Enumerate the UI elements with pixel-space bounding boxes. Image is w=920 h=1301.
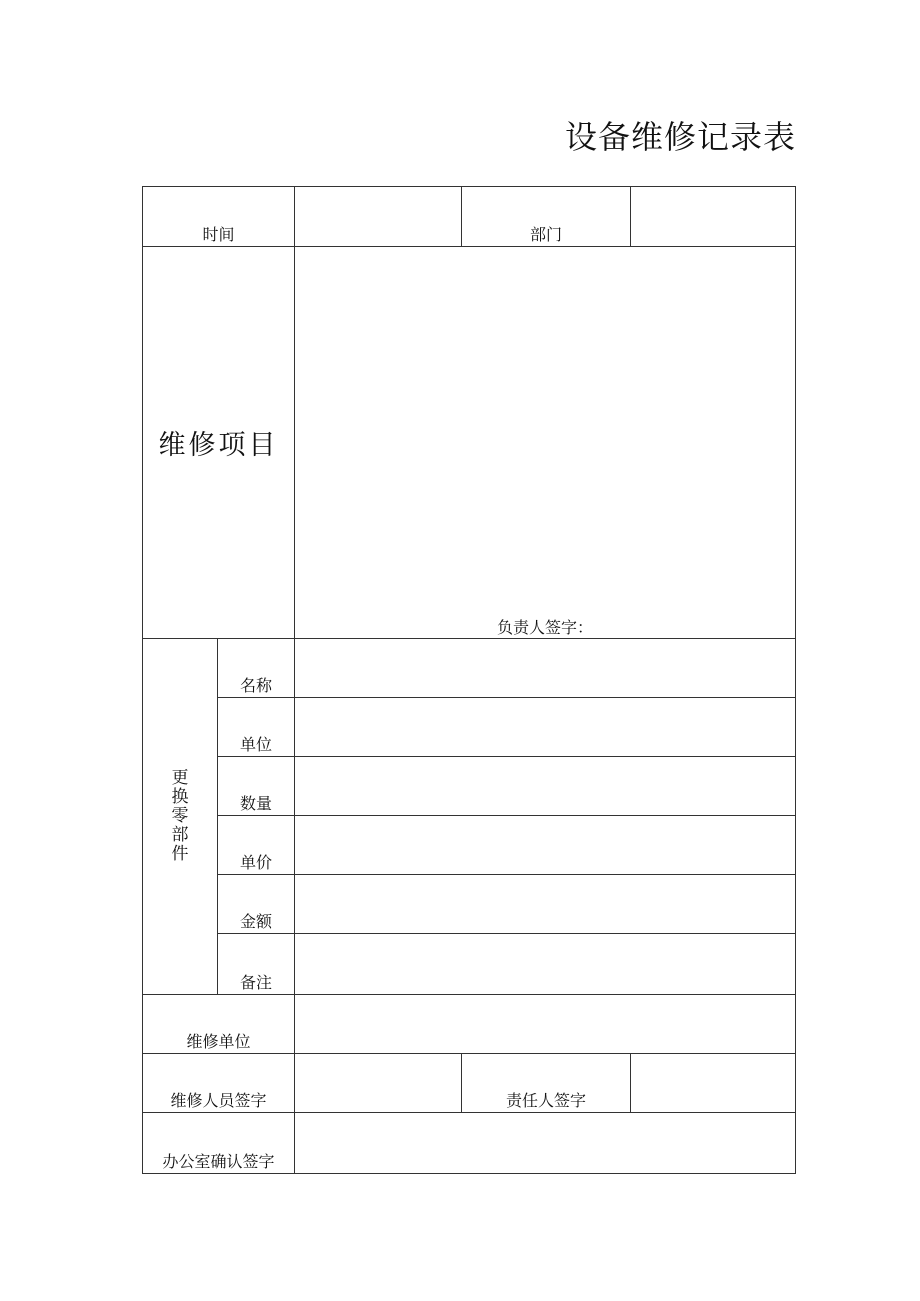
part-name-label-cell xyxy=(218,639,295,698)
repair-staff-signature-value-cell[interactable] xyxy=(295,1054,462,1113)
part-remark-value-cell[interactable] xyxy=(295,934,796,995)
responsible-signature-value-cell[interactable] xyxy=(631,1054,796,1113)
time-label-cell xyxy=(143,187,295,247)
part-remark-label-cell xyxy=(218,934,295,995)
part-amount-label: 金额 xyxy=(240,912,273,931)
owner-signature-label: 负责人签字： xyxy=(497,618,594,637)
office-confirm-label-cell xyxy=(143,1113,295,1174)
repair-staff-signature-label: 维修人员签字 xyxy=(170,1091,267,1110)
repair-item-label: 维修项目 xyxy=(158,430,279,461)
repair-record-table xyxy=(142,186,796,1174)
part-quantity-row xyxy=(143,757,796,816)
repair-staff-signature-label-cell xyxy=(143,1054,295,1113)
office-confirm-row xyxy=(143,1113,796,1174)
part-unit-price-row xyxy=(143,816,796,875)
part-quantity-value-cell[interactable] xyxy=(295,757,796,816)
part-name-row xyxy=(143,639,796,698)
office-confirm-label: 办公室确认签字 xyxy=(162,1152,275,1171)
parts-label-cell xyxy=(143,639,218,995)
repair-unit-row xyxy=(143,995,796,1054)
part-unit-row xyxy=(143,698,796,757)
part-name-value-cell[interactable] xyxy=(295,639,796,698)
part-amount-value-cell[interactable] xyxy=(295,875,796,934)
responsible-signature-label-cell xyxy=(462,1054,631,1113)
part-unit-price-value-cell[interactable] xyxy=(295,816,796,875)
repair-item-label-cell xyxy=(143,247,295,639)
time-label: 时间 xyxy=(202,225,235,244)
responsible-signature-label: 责任人签字 xyxy=(506,1091,587,1110)
part-amount-label-cell xyxy=(218,875,295,934)
part-quantity-label-cell xyxy=(218,757,295,816)
part-unit-label-cell xyxy=(218,698,295,757)
parts-label: 更换零部件 xyxy=(171,768,189,864)
time-row xyxy=(143,187,796,247)
part-name-label: 名称 xyxy=(240,676,273,695)
repair-unit-label-cell xyxy=(143,995,295,1054)
part-unit-value-cell[interactable] xyxy=(295,698,796,757)
department-label: 部门 xyxy=(530,225,563,244)
signature-row xyxy=(143,1054,796,1113)
time-value-cell[interactable] xyxy=(295,187,462,247)
part-remark-label: 备注 xyxy=(240,973,273,992)
department-label-cell xyxy=(462,187,631,247)
repair-unit-label: 维修单位 xyxy=(186,1032,251,1051)
part-unit-price-label-cell xyxy=(218,816,295,875)
office-confirm-value-cell[interactable] xyxy=(295,1113,796,1174)
repair-unit-value-cell[interactable] xyxy=(295,995,796,1054)
part-unit-price-label: 单价 xyxy=(240,853,273,872)
department-value-cell[interactable] xyxy=(631,187,796,247)
form-title: 设备维修记录表 xyxy=(564,118,796,156)
part-remark-row xyxy=(143,934,796,995)
part-quantity-label: 数量 xyxy=(240,794,273,813)
part-unit-label: 单位 xyxy=(240,735,273,754)
repair-item-row xyxy=(143,247,796,639)
repair-item-value-cell[interactable] xyxy=(295,247,796,639)
part-amount-row xyxy=(143,875,796,934)
